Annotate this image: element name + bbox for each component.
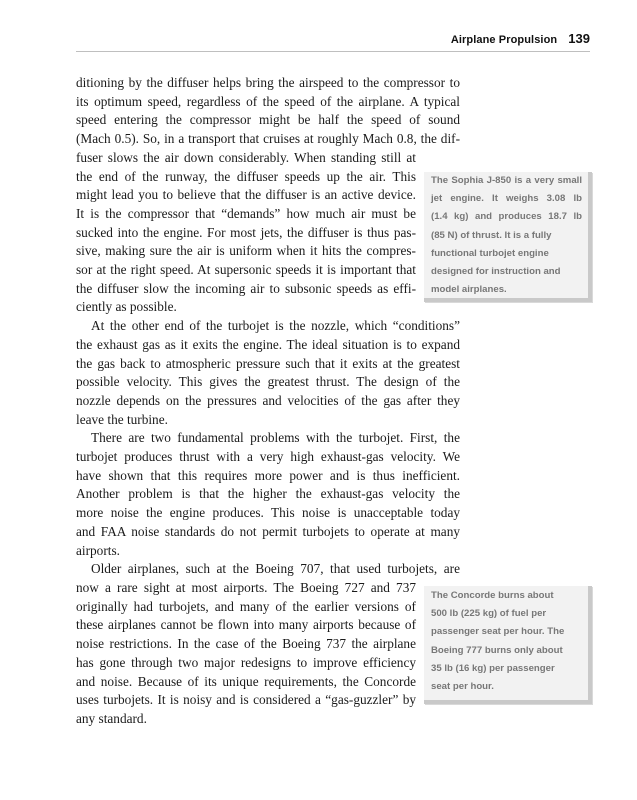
text-line: its optimum speed, regardless of the speed of the airplane. A typical: [76, 93, 460, 109]
text-line: fuser slows the air down considerably. When standing still at: [76, 149, 416, 165]
text-line: uses turbojets. It is noisy and is considered a “gas-guzzler” by: [76, 692, 416, 708]
text-line: ditioning by the diffuser helps bring the airspeed to the compressor to: [76, 75, 460, 90]
sidebar-line: model airplanes.: [431, 284, 507, 296]
text-line: speed entering the compressor might be half the speed of sound: [76, 112, 460, 128]
text-line: Another problem is that the higher the exhaust-gas velocity the: [76, 486, 460, 502]
section-title: Airplane Propulsion: [450, 34, 558, 46]
text-line: the gas back to atmospheric pressure such that it exits at the greatest: [76, 355, 460, 371]
sidebar-line: designed for instruction and: [431, 266, 561, 278]
text-line: originally had turbojets, and many of the earlier versions of: [76, 598, 416, 614]
text-line: noise restrictions. In the case of the Boeing 737 the airplane: [76, 636, 416, 652]
text-line: Older airplanes, such at the Boeing 707, that used turbojets, are: [91, 561, 460, 577]
paragraph-diffuser: [76, 74, 460, 317]
sidebar-line: (1.4 kg) and produces 18.7 lb: [431, 211, 582, 223]
sidebar-line: 500 lb (225 kg) of fuel per: [431, 608, 547, 620]
text-line: It is the compressor that “demands” how much air must be: [76, 205, 416, 221]
sidebar-concorde-fuel: [424, 586, 592, 704]
text-line: There are two fundamental problems with the turbojet. First, the: [91, 430, 460, 446]
text-line: have shown that this requires more power and is thus inefficient.: [76, 467, 460, 483]
paragraph-problems: [76, 429, 460, 560]
text-line: leave the turbine.: [76, 411, 168, 427]
text-line: At the other end of the turbojet is the nozzle, which “conditions”: [91, 318, 460, 334]
text-line: ciently as possible.: [76, 299, 177, 315]
text-line: (Mach 0.5). So, in a transport that cruises at roughly Mach 0.8, the dif-: [76, 131, 460, 147]
text-line: the exhaust gas as it exits the engine. The ideal situation is to expand: [76, 336, 460, 352]
page-number: 139: [568, 31, 590, 46]
text-line: sor at the right speed. At supersonic speeds it is important that: [76, 262, 416, 278]
text-line: and FAA noise standards do not permit turbojets to operate at many: [76, 523, 460, 539]
body-text: [76, 74, 460, 729]
sidebar-line: The Concorde burns about: [431, 590, 554, 601]
text-line: might lead you to believe that the diffuser is an active device.: [76, 187, 416, 203]
running-head: [451, 31, 590, 46]
sidebar-line: Boeing 777 burns only about: [431, 644, 563, 656]
text-line: now a rare sight at most airports. The Boeing 727 and 737: [76, 579, 416, 595]
sidebar-line: jet engine. It weighs 3.08 lb: [431, 193, 582, 205]
sidebar-line: 35 lb (16 kg) per passenger: [431, 662, 555, 674]
text-line: more noise the engine produces. This noise is unacceptable today: [76, 505, 460, 521]
sidebar-line: functional turbojet engine: [431, 247, 549, 259]
text-line: turbojet produces thrust with a very high exhaust-gas velocity. We: [76, 449, 460, 465]
sidebar-line: (85 N) of thrust. It is a fully: [431, 229, 552, 241]
text-line: any standard.: [76, 710, 147, 726]
text-line: airports.: [76, 542, 120, 558]
sidebar-sophia-j850: [424, 172, 592, 302]
text-line: sucked into the engine. For most jets, the diffuser is thus pas-: [76, 224, 416, 240]
sidebar-line: The Sophia J-850 is a very small: [431, 175, 582, 186]
text-line: possible velocity. This gives the greatest thrust. The design of the: [76, 374, 460, 390]
text-line: and noise. Because of its unique requirements, the Concorde: [76, 673, 416, 689]
text-line: the end of the runway, the diffuser speeds up the air. This: [76, 168, 416, 184]
header-rule: [76, 51, 590, 52]
text-line: the diffuser slow the incoming air to subsonic speeds as effi-: [76, 280, 416, 296]
text-line: has gone through two major redesigns to improve efficiency: [76, 654, 416, 670]
paragraph-nozzle: [76, 317, 460, 429]
text-line: these airplanes cannot be flown into many airports because of: [76, 617, 416, 633]
text-line: nozzle depends on the pressures and velocities of the gas after they: [76, 392, 460, 408]
sidebar-line: passenger seat per hour. The: [431, 626, 565, 638]
sidebar-line: seat per hour.: [431, 681, 494, 693]
paragraph-older-airplanes: [76, 560, 460, 728]
text-line: sive, making sure the air is uniform when it hits the compres-: [76, 243, 416, 259]
